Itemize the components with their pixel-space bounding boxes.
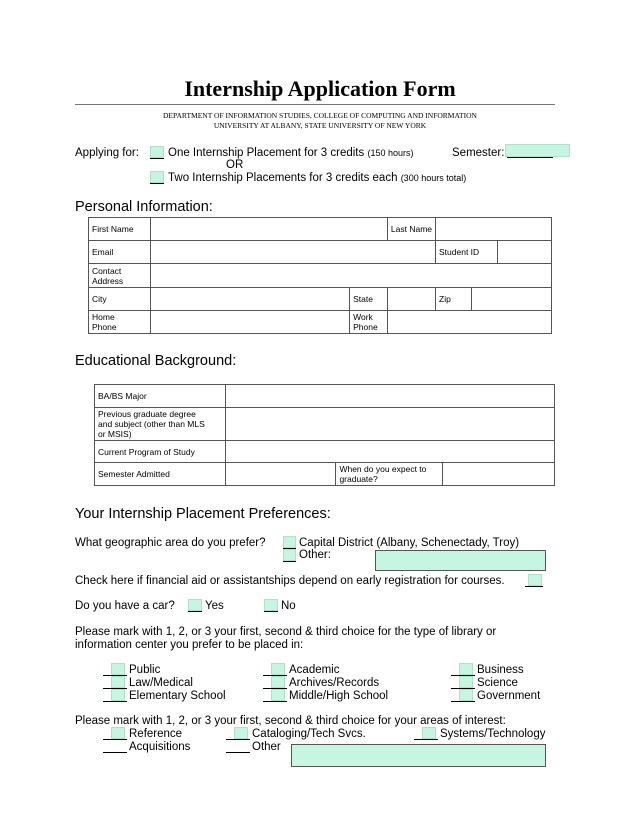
personal-info-table	[88, 217, 552, 334]
car-no-label: No	[281, 600, 296, 612]
semester-underline	[507, 157, 553, 158]
work-phone-input[interactable]	[387, 311, 551, 334]
email-label: Email	[89, 241, 151, 264]
work-phone-label: Work Phone	[350, 311, 388, 334]
library-science-choice[interactable]	[451, 676, 475, 689]
current-program-input[interactable]	[225, 441, 554, 463]
car-question: Do you have a car?	[75, 600, 175, 612]
interest-other-label: Other	[252, 741, 281, 753]
one-placement-checkbox[interactable]	[150, 146, 164, 159]
library-instructions-2: information center you prefer to be placed in:	[75, 639, 304, 651]
two-placements-option: Two Internship Placements for 3 credits each (300 hours total)	[168, 172, 467, 184]
graduation-input[interactable]	[443, 463, 555, 486]
home-phone-input[interactable]	[151, 311, 350, 334]
department-line-1: DEPARTMENT OF INFORMATION STUDIES, COLLEGE OF COMPUTING AND INFORMATION	[163, 111, 477, 120]
other-area-label: Other:	[299, 549, 331, 561]
interest-acquisitions-label: Acquisitions	[129, 741, 191, 753]
car-no-checkbox[interactable]	[264, 599, 278, 612]
contact-address-label: Contact Address	[89, 264, 151, 288]
library-government-label: Government	[477, 690, 541, 702]
library-academic-choice[interactable]	[263, 663, 287, 676]
semester-input[interactable]	[505, 144, 570, 157]
one-placement-option: One Internship Placement for 3 credits (150 hours)	[168, 147, 414, 159]
library-elementary-choice[interactable]	[103, 689, 127, 702]
last-name-label: Last Name	[387, 218, 435, 241]
semester-admitted-input[interactable]	[225, 463, 336, 486]
car-yes-label: Yes	[205, 600, 224, 612]
previous-degree-label: Previous graduate degree and subject (other than MLS or MSIS)	[95, 408, 226, 441]
applying-for-label: Applying for:	[75, 147, 139, 159]
city-input[interactable]	[151, 288, 350, 311]
library-public-label: Public	[129, 664, 161, 676]
interest-systems-label: Systems/Technology	[440, 728, 546, 740]
library-middle-high-label: Middle/High School	[289, 690, 389, 702]
form-title: Internship Application Form	[184, 76, 456, 101]
education-table	[94, 384, 555, 486]
zip-label: Zip	[436, 288, 472, 311]
student-id-label: Student ID	[436, 241, 498, 264]
semester-admitted-label: Semester Admitted	[95, 463, 226, 486]
geo-question: What geographic area do you prefer?	[75, 537, 266, 549]
personal-info-heading: Personal Information:	[75, 199, 213, 215]
preferences-heading: Your Internship Placement Preferences:	[75, 506, 331, 522]
interest-instructions: Please mark with 1, 2, or 3 your first, second & third choice for your areas of interest:	[75, 715, 506, 727]
interest-systems-choice[interactable]	[414, 727, 438, 740]
semester-label: Semester:	[452, 147, 505, 159]
library-academic-label: Academic	[289, 664, 340, 676]
library-business-label: Business	[477, 664, 524, 676]
car-yes-checkbox[interactable]	[188, 599, 202, 612]
interest-reference-label: Reference	[129, 728, 183, 740]
library-elementary-label: Elementary School	[129, 690, 226, 702]
library-middle-high-choice[interactable]	[263, 689, 287, 702]
interest-acquisitions-choice[interactable]	[103, 740, 127, 753]
library-archives-choice[interactable]	[263, 676, 287, 689]
student-id-input[interactable]	[497, 241, 551, 264]
first-name-input[interactable]	[151, 218, 388, 241]
library-instructions-1: Please mark with 1, 2, or 3 your first, second & third choice for the type of library or	[75, 626, 497, 638]
title-divider	[75, 104, 555, 105]
interest-other-input[interactable]	[291, 744, 546, 767]
education-heading: Educational Background:	[75, 353, 237, 369]
city-label: City	[89, 288, 151, 311]
contact-address-input[interactable]	[151, 264, 552, 288]
capital-district-checkbox[interactable]	[283, 536, 296, 549]
capital-district-option: Capital District (Albany, Schenectady, Troy)	[299, 537, 520, 549]
email-input[interactable]	[151, 241, 436, 264]
zip-input[interactable]	[471, 288, 551, 311]
financial-aid-question: Check here if financial aid or assistantships depend on early registration for courses.	[75, 575, 505, 587]
department-line-2: UNIVERSITY AT ALBANY, STATE UNIVERSITY OF NEW YORK	[213, 121, 427, 130]
first-name-label: First Name	[89, 218, 151, 241]
library-business-choice[interactable]	[451, 663, 475, 676]
current-program-label: Current Program of Study	[95, 441, 226, 463]
interest-cataloging-choice[interactable]	[226, 727, 250, 740]
financial-aid-checkbox[interactable]	[525, 574, 543, 587]
library-public-choice[interactable]	[103, 663, 127, 676]
library-law-medical-choice[interactable]	[103, 676, 127, 689]
home-phone-label: Home Phone	[89, 311, 151, 334]
graduation-label: When do you expect to graduate?	[336, 463, 443, 486]
interest-other-choice[interactable]	[226, 740, 250, 753]
other-area-input[interactable]	[375, 550, 546, 571]
major-input[interactable]	[225, 385, 554, 408]
library-archives-label: Archives/Records	[289, 677, 380, 689]
major-label: BA/BS Major	[95, 385, 226, 408]
library-government-choice[interactable]	[451, 689, 475, 702]
or-label: OR	[226, 159, 244, 171]
interest-reference-choice[interactable]	[103, 727, 127, 740]
previous-degree-input[interactable]	[225, 408, 554, 441]
other-area-checkbox[interactable]	[283, 549, 296, 562]
library-law-medical-label: Law/Medical	[129, 677, 193, 689]
two-placements-checkbox[interactable]	[150, 171, 164, 184]
state-label: State	[350, 288, 388, 311]
state-input[interactable]	[387, 288, 435, 311]
last-name-input[interactable]	[436, 218, 552, 241]
interest-cataloging-label: Cataloging/Tech Svcs.	[252, 728, 366, 740]
library-science-label: Science	[477, 677, 518, 689]
